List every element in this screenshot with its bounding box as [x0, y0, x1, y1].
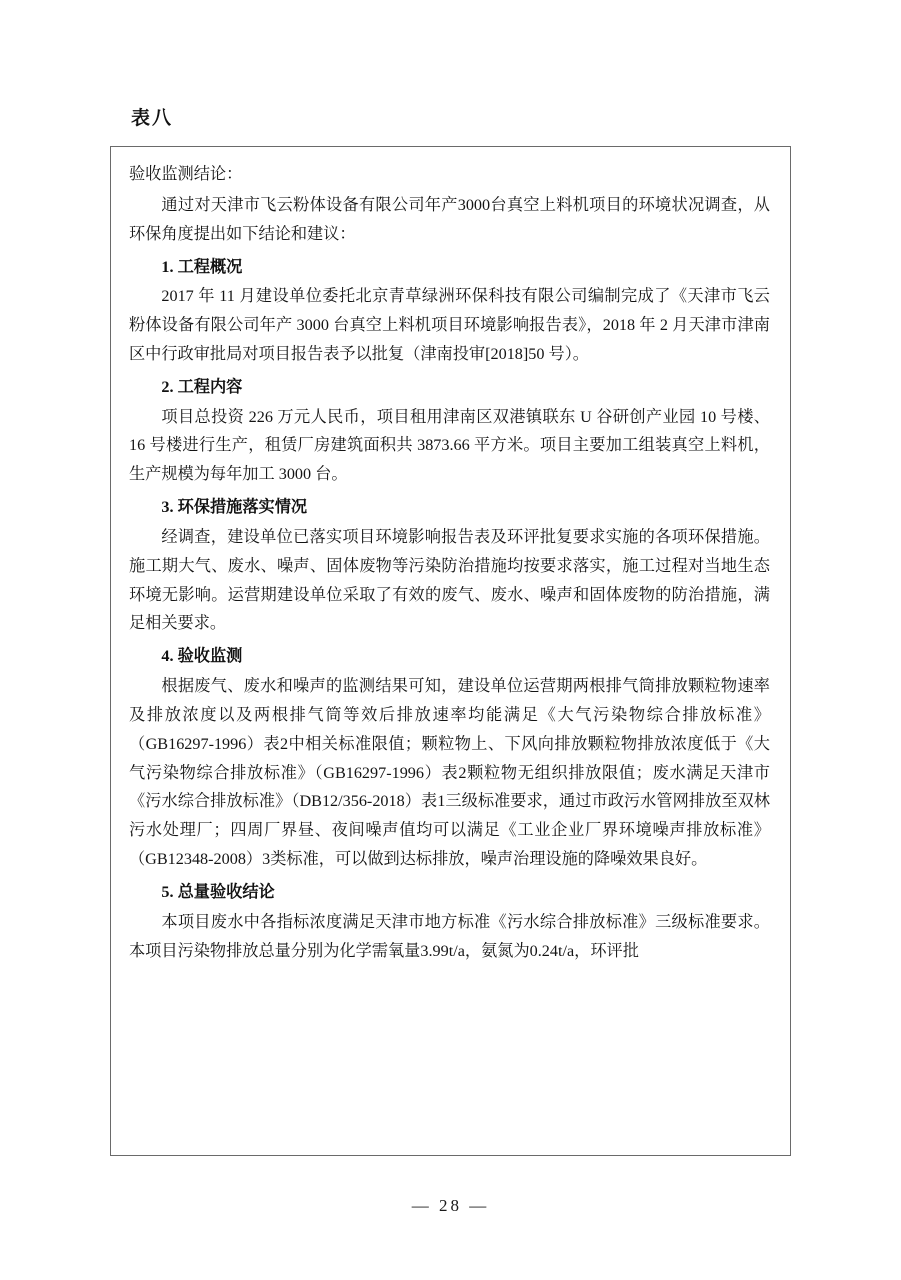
heading-env-measures: 3. 环保措施落实情况 — [161, 498, 308, 517]
paragraph-project-content: 项目总投资 226 万元人民币，项目租用津南区双港镇联东 U 谷研创产业园 10 号楼、16 号楼进行生产，租赁厂房建筑面积共 3873.66 平方米。项目主要加工组装真空上料机，生产规模为每年加工 3000 台。 — [129, 407, 770, 484]
content-body — [111, 147, 790, 965]
page-number: — 28 — — [411, 1196, 490, 1215]
section-title: 验收监测结论： — [129, 165, 243, 183]
content-box — [110, 146, 791, 1156]
heading-acceptance-monitoring: 4. 验收监测 — [161, 647, 243, 666]
paragraph-acceptance-monitoring: 根据废气、废水和噪声的监测结果可知，建设单位运营期两根排气筒排放颗粒物速率及排放浓度以及两根排气筒等效后排放速率均能满足《大气污染物综合排放标准》（GB16297-1996）表2中相关标准限值；颗粒物上、下风向排放颗粒物排放浓度低于《大气污染物综合排放标准》（GB16297-1996）表2颗粒物无组织排放限值；废水满足天津市《污水综合排放标准》（DB12/356-2018）表1三级标准要求，通过市政污水管网排放至双林污水处理厂；四周厂界昼、夜间噪声值均可以满足《工业企业厂界环境噪声排放标准》（GB12348-2008）3类标准，可以做到达标排放，噪声治理设施的降噪效果良好。 — [129, 677, 770, 869]
paragraph-total-amount-conclusion: 本项目废水中各指标浓度满足天津市地方标准《污水综合排放标准》三级标准要求。本项目污染物排放总量分别为化学需氧量3.99t/a，氨氮为0.24t/a，环评批 — [129, 912, 770, 960]
heading-total-amount-conclusion: 5. 总量验收结论 — [161, 882, 275, 901]
table-label: 表八 — [131, 108, 174, 129]
intro-paragraph: 通过对天津市飞云粉体设备有限公司年产3000台真空上料机项目的环境状况调查，从环保角度提出如下结论和建议： — [129, 195, 770, 243]
paragraph-project-overview: 2017 年 11 月建设单位委托北京青草绿洲环保科技有限公司编制完成了《天津市飞云粉体设备有限公司年产 3000 台真空上料机项目环境影响报告表》，2018 年 2 月天津市津南区中行政审批局对项目报告表予以批复（津南投审[2018]50 号）。 — [129, 287, 770, 363]
paragraph-env-measures: 经调查，建设单位已落实项目环境影响报告表及环评批复要求实施的各项环保措施。施工期大气、废水、噪声、固体废物等污染防治措施均按要求落实，施工过程对当地生态环境无影响。运营期建设单位采取了有效的废气、废水、噪声和固体废物的防治措施，满足相关要求。 — [129, 527, 770, 633]
heading-project-content: 2. 工程内容 — [161, 377, 243, 396]
heading-project-overview: 1. 工程概况 — [161, 257, 243, 276]
